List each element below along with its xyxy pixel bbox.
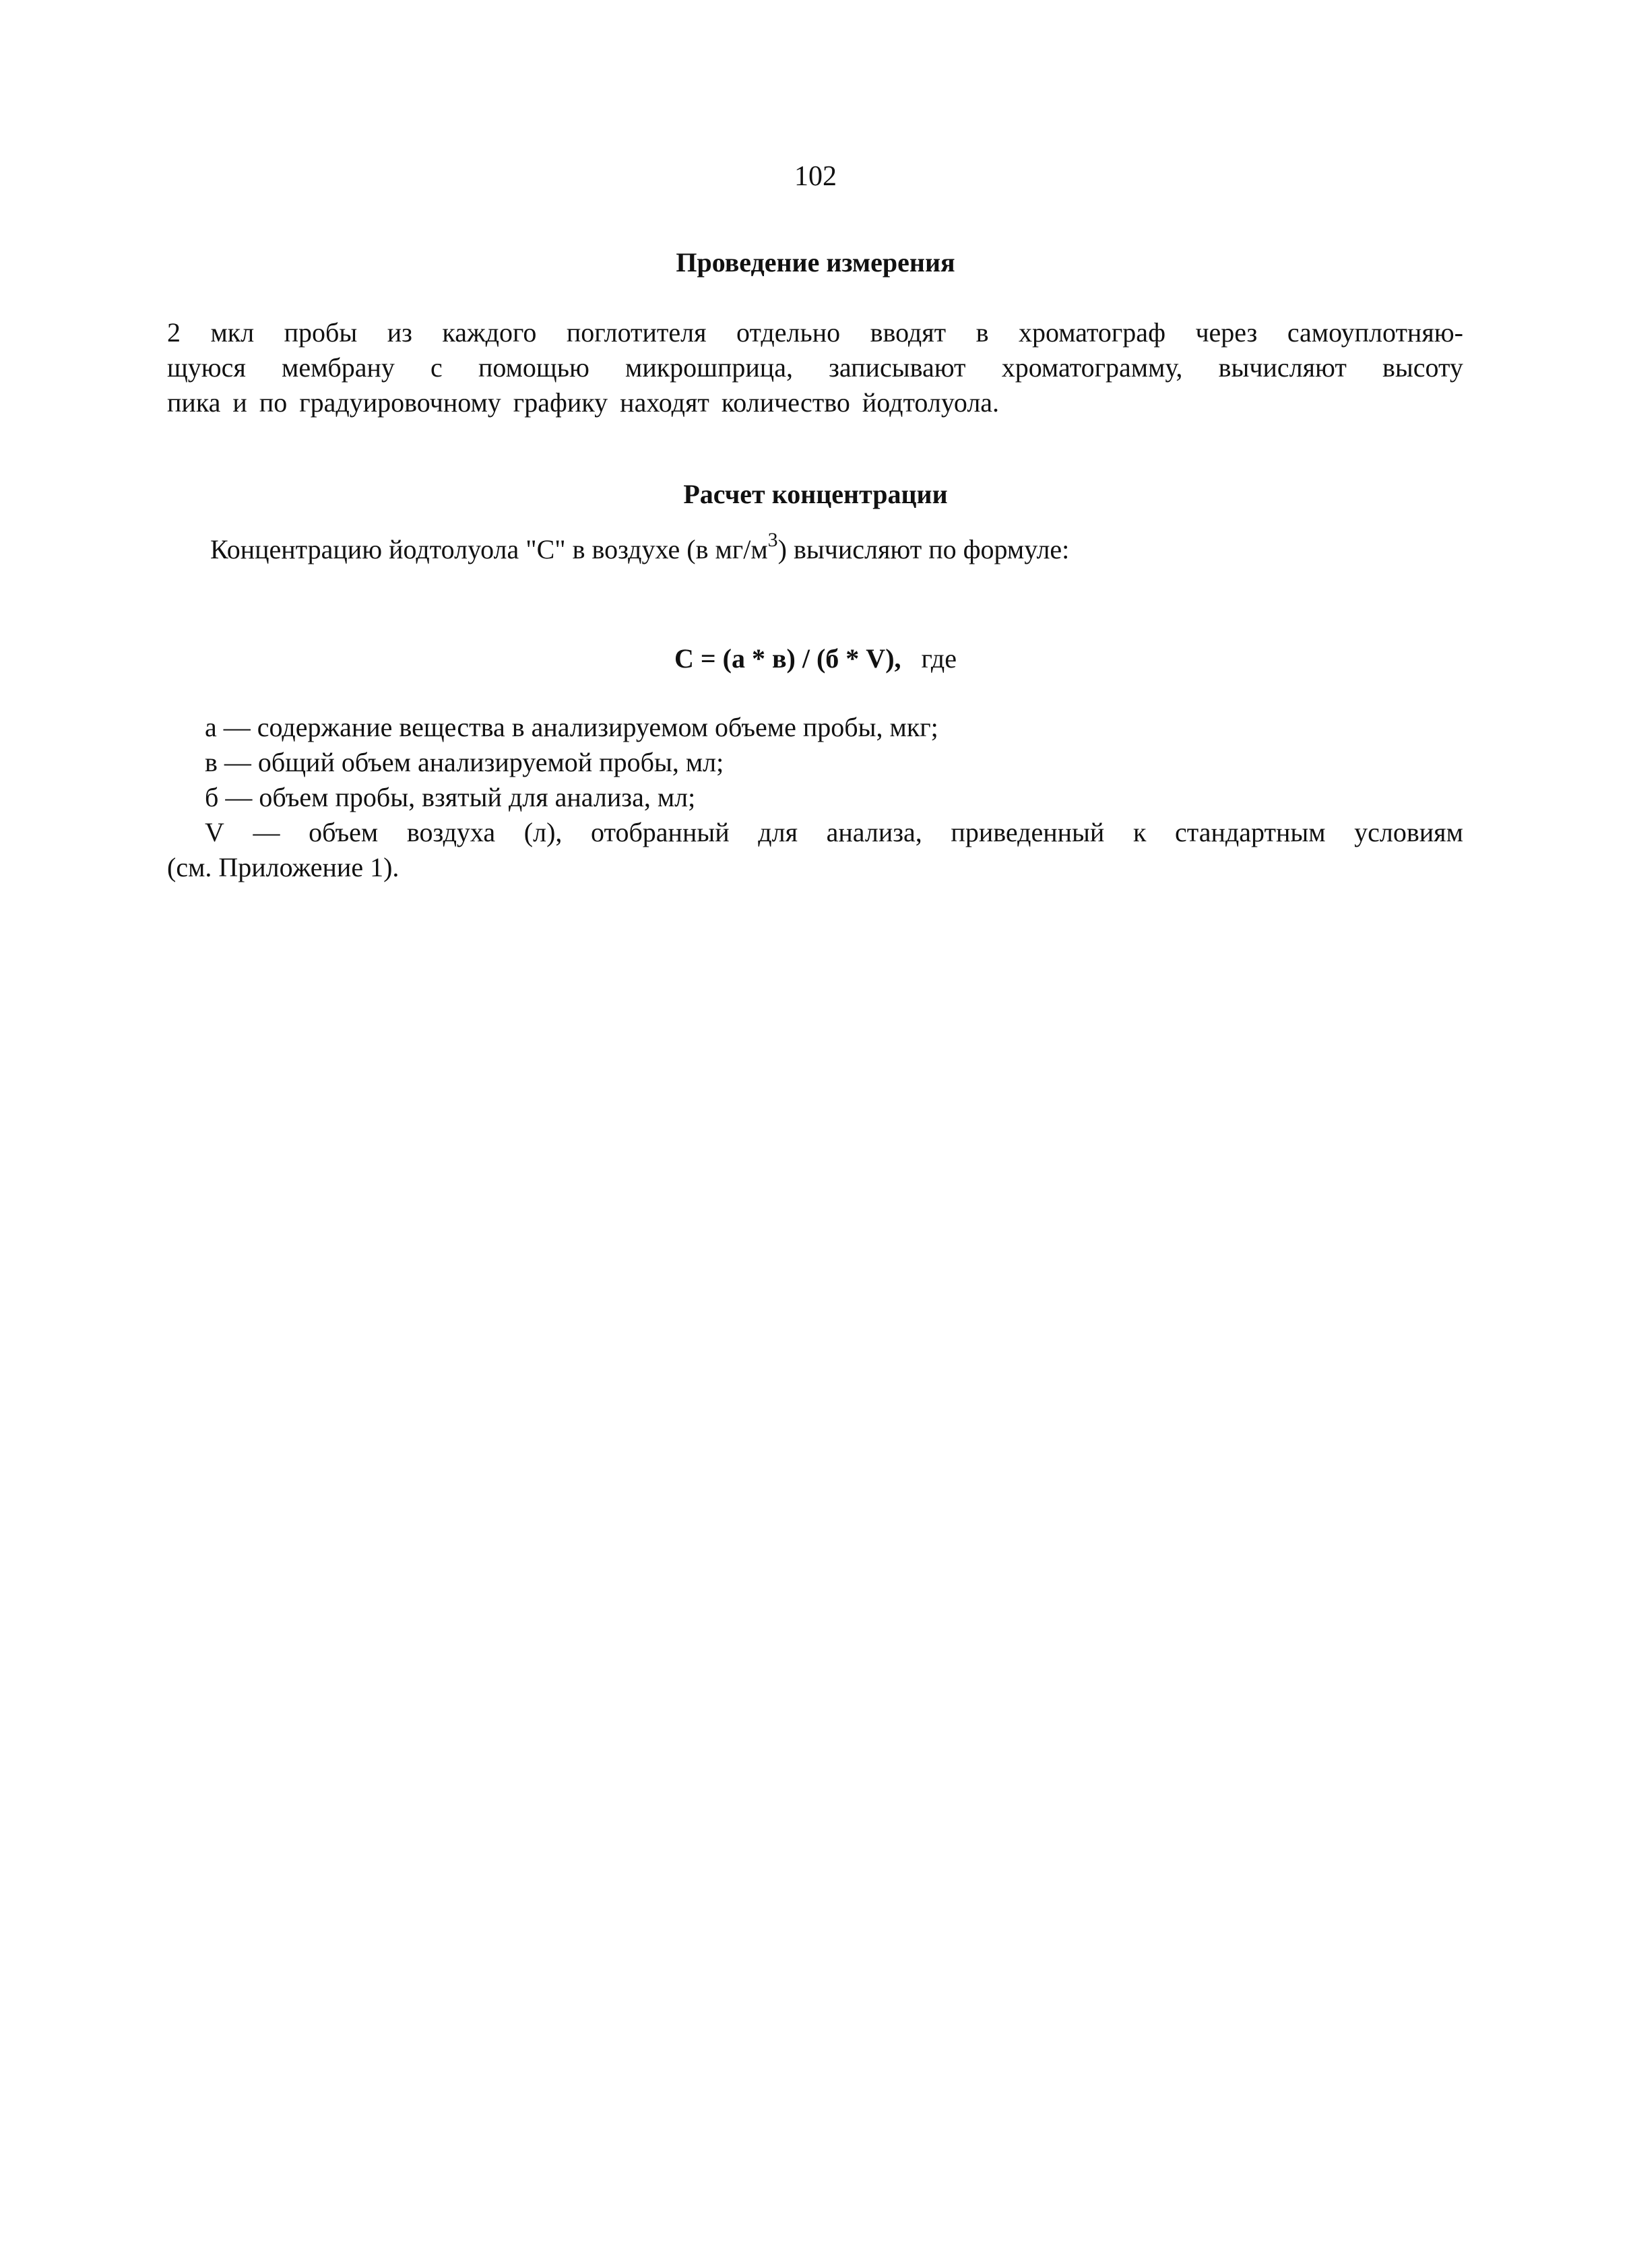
definition-V	[167, 815, 1463, 850]
word: V	[205, 817, 224, 847]
word: графику	[513, 387, 608, 418]
word: микрошприца,	[625, 352, 793, 383]
intro-text-end: ) вычисляют по формуле:	[777, 534, 1070, 564]
word: приведенный	[951, 817, 1105, 847]
word: с	[430, 352, 443, 383]
word: поглотителя	[566, 317, 707, 348]
word: вычисляют	[1218, 352, 1347, 383]
word: воздуха	[406, 817, 496, 847]
word: вводят	[870, 317, 947, 348]
word: для	[758, 817, 798, 847]
measurement-paragraph	[167, 315, 1463, 420]
word: из	[387, 317, 412, 348]
word: йодтолуола.	[862, 387, 1000, 418]
word: щуюся	[167, 352, 246, 383]
word: —	[253, 817, 280, 847]
word: в	[976, 317, 989, 348]
word: хроматограмму,	[1001, 352, 1183, 383]
word: 2	[167, 317, 181, 348]
word: анализа,	[826, 817, 922, 847]
page-number: 102	[794, 161, 837, 192]
word: к	[1132, 817, 1147, 847]
word: помощью	[478, 352, 589, 383]
formula-expression: С = (а * в) / (б * V),	[674, 643, 901, 674]
word: пробы	[284, 317, 358, 348]
word: условиям	[1354, 817, 1463, 847]
concentration-formula	[0, 643, 1631, 674]
word: через	[1195, 317, 1258, 348]
paragraph-line	[167, 315, 1463, 350]
word: стандартным	[1175, 817, 1326, 847]
formula-intro	[210, 529, 1070, 567]
definition-v-small: в — общий объем анализируемой пробы, мл;	[205, 747, 724, 777]
word: градуировочному	[299, 387, 501, 418]
word: отобранный	[591, 817, 730, 847]
word: высоту	[1382, 352, 1463, 383]
word: отдельно	[736, 317, 841, 348]
section-heading-measurement: Проведение измерения	[676, 247, 955, 278]
variable-definitions	[167, 710, 1463, 885]
word: количество	[721, 387, 850, 418]
definition-b: б — объем пробы, взятый для анализа, мл;	[205, 782, 696, 812]
intro-text: Концентрацию йодтолуола "С" в воздухе (в мг/м	[210, 534, 768, 564]
paragraph-line	[167, 350, 1463, 385]
section-heading-calculation: Расчет концентрации	[683, 479, 948, 509]
word: самоуплотняю-	[1287, 317, 1463, 348]
word: хроматограф	[1018, 317, 1165, 348]
definition-V-continuation: (см. Приложение 1).	[167, 852, 399, 882]
word: мкл	[210, 317, 255, 348]
definition-a: а — содержание вещества в анализируемом объеме пробы, мкг;	[205, 712, 938, 742]
word: (л),	[523, 817, 563, 847]
word: объем	[309, 817, 379, 847]
word: находят	[620, 387, 709, 418]
word: по	[259, 387, 288, 418]
superscript-exponent: 3	[767, 529, 778, 551]
word: каждого	[442, 317, 537, 348]
formula-where: где	[921, 643, 957, 674]
word: записывают	[829, 352, 966, 383]
word: и	[232, 387, 247, 418]
paragraph-line	[167, 385, 1463, 420]
word: мембрану	[282, 352, 395, 383]
word: пика	[167, 387, 221, 418]
